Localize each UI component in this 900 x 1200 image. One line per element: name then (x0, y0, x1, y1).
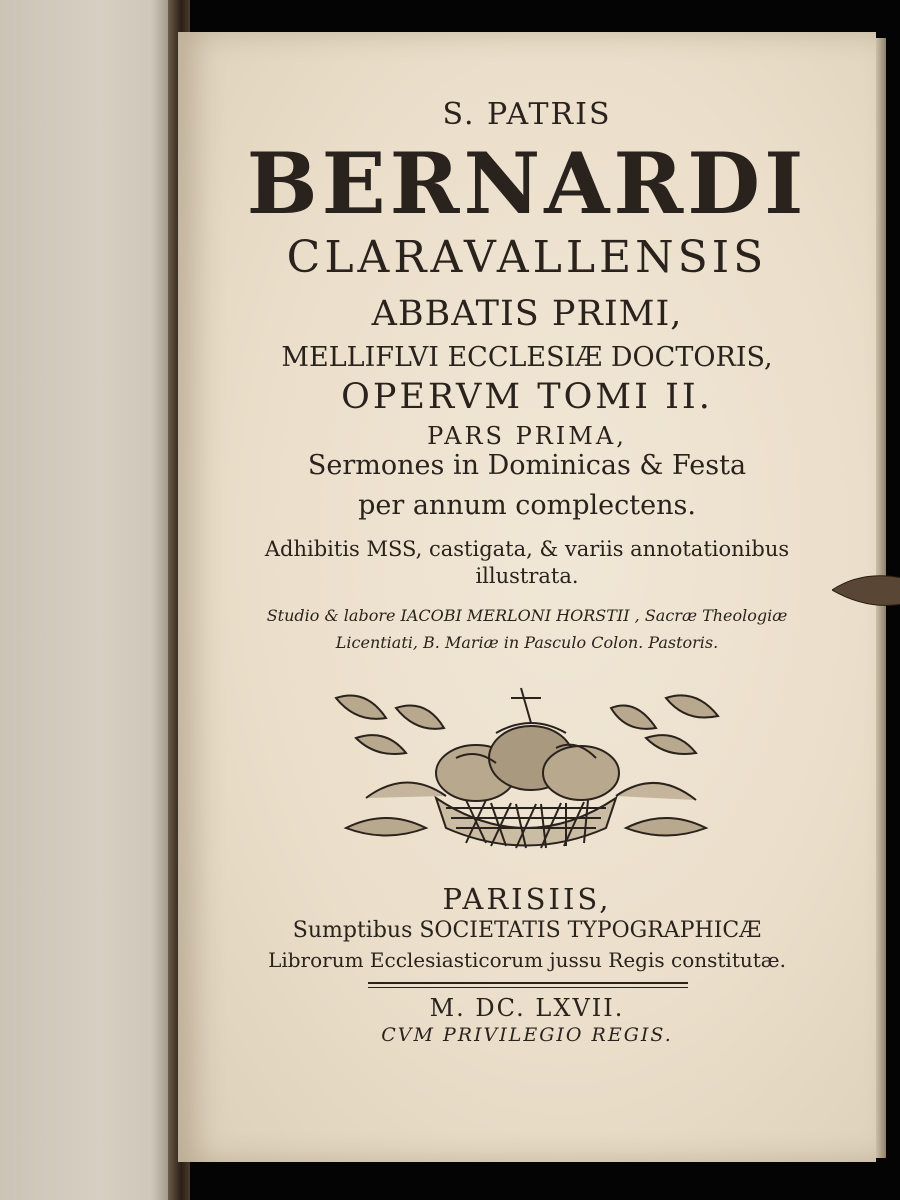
volume-title: OPERVM TOMI II. (341, 377, 713, 417)
edition-note-1: Adhibitis MSS, castigata, & variis annotationibus (264, 537, 790, 561)
fruit-basket-woodcut-icon (326, 678, 726, 858)
contents-line-1: Sermones in Dominicas & Festa (307, 450, 747, 481)
editor-line-1: Studio & labore IACOBI MERLONI HORSTII , Sacræ Theologiæ (266, 606, 788, 625)
author-title: ABBATIS PRIMI, (371, 294, 683, 334)
part-title: PARS PRIMA, (427, 422, 627, 450)
title-page (178, 32, 876, 1162)
imprint-publisher: Sumptibus SOCIETATIS TYPOGRAPHICÆ (292, 918, 762, 943)
author-place: CLARAVALLENSIS (286, 232, 768, 283)
imprint-city: PARISIIS, (442, 882, 612, 916)
author-prefix: S. PATRIS (442, 97, 612, 132)
imprint-date: M. DC. LXVII. (429, 994, 625, 1022)
editor-line-2: Licentiati, B. Mariæ in Pasculo Colon. Pastoris. (335, 633, 719, 652)
contents-line-2: per annum complectens. (358, 490, 696, 521)
divider-rule-thin (368, 987, 688, 988)
edition-note-2: illustrata. (475, 564, 579, 588)
author-name: BERNARDI (246, 134, 808, 233)
divider-rule (368, 982, 688, 984)
imprint-note: Librorum Ecclesiasticorum jussu Regis constitutæ. (268, 948, 786, 972)
page-tab-marker (832, 570, 900, 610)
author-epithet: MELLIFLVI ECCLESIÆ DOCTORIS, (281, 342, 773, 373)
privilege-line: CVM PRIVILEGIO REGIS. (381, 1024, 673, 1046)
